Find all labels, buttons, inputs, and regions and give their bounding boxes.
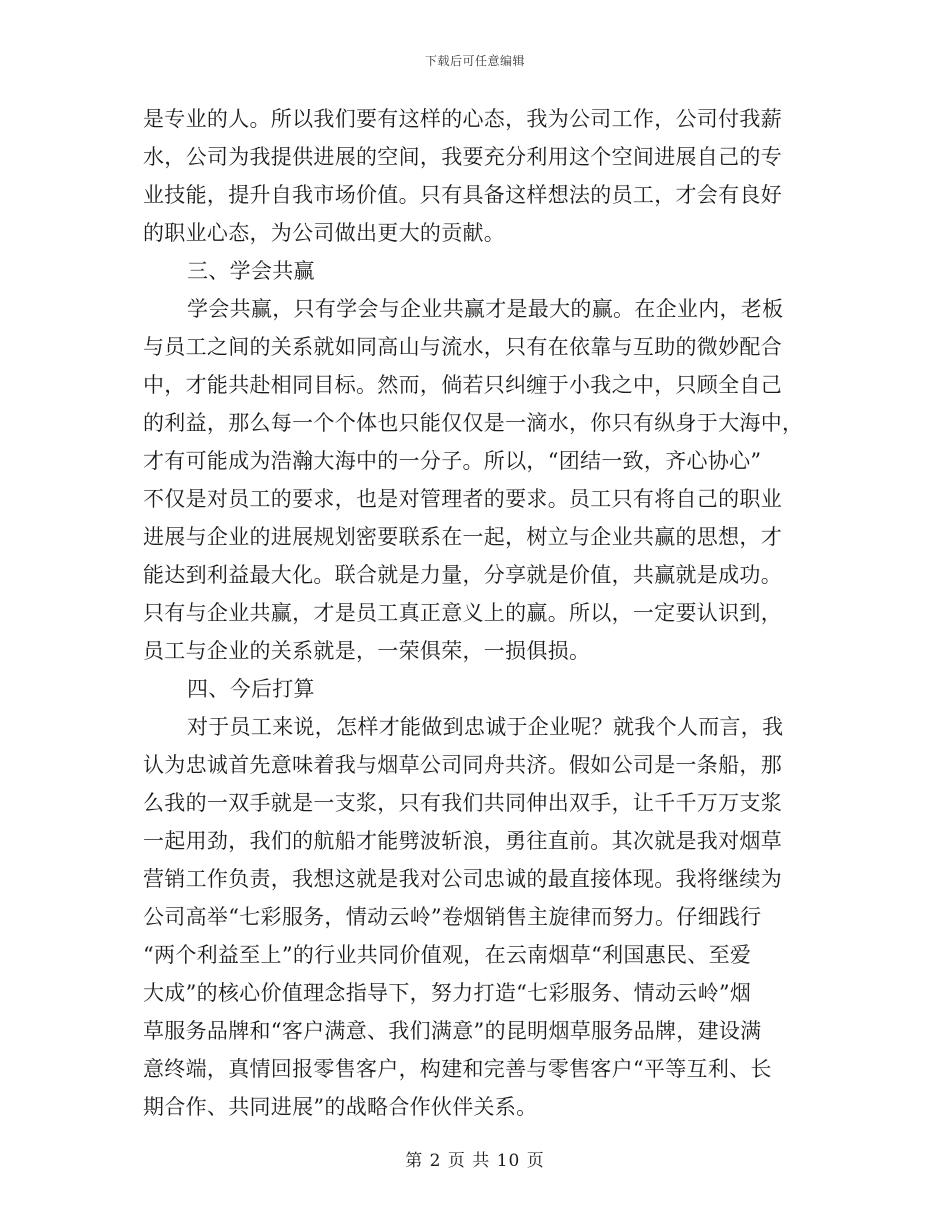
text-line: 与员工之间的关系就如同高山与流水，只有在依靠与互助的微妙配合: [143, 335, 782, 359]
text-line: 能达到利益最大化。联合就是力量，分享就是价值，共赢就是成功。: [143, 563, 782, 587]
text-line: 的职业心态，为公司做出更大的贡献。: [143, 221, 506, 245]
text-line: 么我的一双手就是一支浆，只有我们共同伸出双手，让千千万万支浆: [143, 791, 782, 815]
text-line: 水，公司为我提供进展的空间，我要充分利用这个空间进展自己的专: [143, 145, 782, 169]
text-line: 意终端，真情回报零售客户，构建和完善与零售客户“平等互利、长: [143, 1057, 772, 1081]
text-line: 对于员工来说，怎样才能做到忠诚于企业呢？就我个人而言，我: [187, 715, 784, 739]
text-line: 认为忠诚首先意味着我与烟草公司同舟共济。假如公司是一条船，那: [143, 753, 782, 777]
text-line: 不仅是对员工的要求，也是对管理者的要求。员工只有将自己的职业: [143, 487, 782, 511]
text-line: 四、今后打算: [187, 677, 315, 701]
text-line: 一起用劲，我们的航船才能劈波斩浪，勇往直前。其次就是我对烟草: [143, 829, 782, 853]
document-body: [143, 100, 815, 1126]
text-line: 中，才能共赴相同目标。然而，倘若只纠缠于小我之中，只顾全自己: [143, 373, 782, 397]
text-line: 三、学会共赢: [187, 259, 315, 283]
text-line: 员工与企业的关系就是，一荣俱荣，一损俱损。: [143, 639, 591, 663]
text-line: “两个利益至上”的行业共同价值观，在云南烟草“利国惠民、至爱: [143, 943, 752, 967]
page-header-note: 下载后可任意编辑: [424, 54, 525, 68]
text-line: 公司高举“七彩服务，情动云岭”卷烟销售主旋律而努力。仔细践行: [143, 905, 762, 929]
text-line: 是专业的人。所以我们要有这样的心态，我为公司工作，公司付我薪: [143, 107, 782, 131]
text-line: 期合作、共同进展”的战略合作伙伴关系。: [143, 1095, 538, 1119]
text-line: 业技能，提升自我市场价值。只有具备这样想法的员工，才会有良好: [143, 183, 782, 207]
text-line: 学会共赢，只有学会与企业共赢才是最大的赢。在企业内，老板: [187, 297, 784, 321]
text-line: 营销工作负责，我想这就是我对公司忠诚的最直接体现。我将继续为: [143, 867, 782, 891]
text-line: 草服务品牌和“客户满意、我们满意”的昆明烟草服务品牌，建设满: [143, 1019, 762, 1043]
text-line: 才有可能成为浩瀚大海中的一分子。所以，“团结一致，齐心协心”: [143, 449, 762, 473]
text-line: 进展与企业的进展规划密要联系在一起，树立与企业共赢的思想，才: [143, 525, 782, 549]
text-line: 大成”的核心价值理念指导下，努力打造“七彩服务、情动云岭”烟: [143, 981, 752, 1005]
text-line: 只有与企业共赢，才是员工真正意义上的赢。所以，一定要认识到，: [143, 601, 782, 625]
text-line: 的利益，那么每一个个体也只能仅仅是一滴水，你只有纵身于大海中，: [143, 411, 804, 435]
page-number: 第 2 页 共 10 页: [405, 1151, 545, 1171]
